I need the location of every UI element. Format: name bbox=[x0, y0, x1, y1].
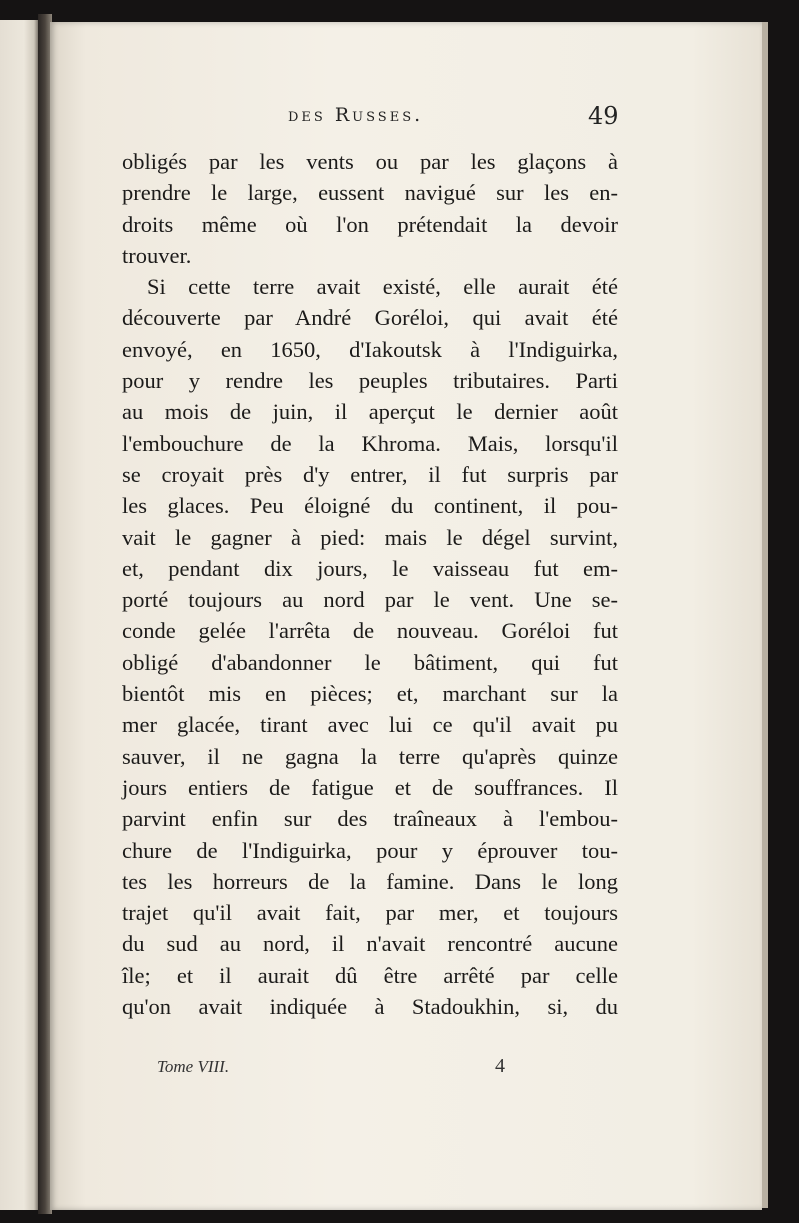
facing-page-edge bbox=[0, 20, 40, 1210]
page-number: 49 bbox=[588, 102, 619, 130]
text-line: mer glacée, tirant avec lui ce qu'il avait pu bbox=[122, 712, 618, 738]
text-line: porté toujours au nord par le vent. Une se- bbox=[122, 587, 618, 613]
text-line: conde gelée l'arrêta de nouveau. Goréloi fut bbox=[122, 618, 618, 644]
volume-signature: Tome VIII. bbox=[157, 1057, 230, 1076]
text-line: droits même où l'on prétendait la devoir bbox=[122, 211, 618, 237]
text-line: se croyait près d'y entrer, il fut surpris par bbox=[122, 461, 618, 487]
text-line: île; et il aurait dû être arrêté par celle bbox=[122, 962, 618, 988]
text-line: et, pendant dix jours, le vaisseau fut em- bbox=[122, 555, 618, 581]
text-line: prendre le large, eussent navigué sur les en- bbox=[122, 180, 618, 206]
paragraph-first-line: Si cette terre avait existé, elle aurait été bbox=[147, 274, 618, 300]
text-line: obligés par les vents ou par les glaçons à bbox=[122, 149, 618, 174]
body-text bbox=[122, 146, 618, 1022]
text-line: chure de l'Indiguirka, pour y éprouver tou- bbox=[122, 837, 618, 863]
text-line: découverte par André Goréloi, qui avait été bbox=[122, 305, 618, 331]
text-line: bientôt mis en pièces; et, marchant sur la bbox=[122, 681, 618, 707]
text-line: envoyé, en 1650, d'Iakoutsk à l'Indiguirka, bbox=[122, 336, 618, 362]
text-line: trouver. bbox=[122, 242, 192, 268]
text-line: du sud au nord, il n'avait rencontré aucune bbox=[122, 931, 618, 957]
signature-mark: 4 bbox=[495, 1055, 505, 1077]
text-line: trajet qu'il avait fait, par mer, et toujours bbox=[122, 900, 618, 926]
text-line: tes les horreurs de la famine. Dans le long bbox=[122, 868, 618, 894]
text-line: jours entiers de fatigue et de souffrances. Il bbox=[122, 774, 618, 800]
text-line: au mois de juin, il aperçut le dernier août bbox=[122, 399, 618, 425]
text-line: vait le gagner à pied: mais le dégel survint, bbox=[122, 524, 618, 550]
text-line: parvint enfin sur des traîneaux à l'embou- bbox=[122, 806, 618, 832]
text-line: l'embouchure de la Khroma. Mais, lorsqu'il bbox=[122, 430, 618, 456]
running-header: des Russes. bbox=[288, 104, 424, 126]
page-edge bbox=[762, 22, 768, 1208]
text-line: obligé d'abandonner le bâtiment, qui fut bbox=[122, 649, 618, 675]
text-line: sauver, il ne gagna la terre qu'après quinze bbox=[122, 743, 618, 769]
text-line: pour y rendre les peuples tributaires. Parti bbox=[122, 368, 618, 394]
text-line: qu'on avait indiquée à Stadoukhin, si, du bbox=[122, 994, 618, 1020]
text-line: les glaces. Peu éloigné du continent, il pou- bbox=[122, 493, 618, 519]
